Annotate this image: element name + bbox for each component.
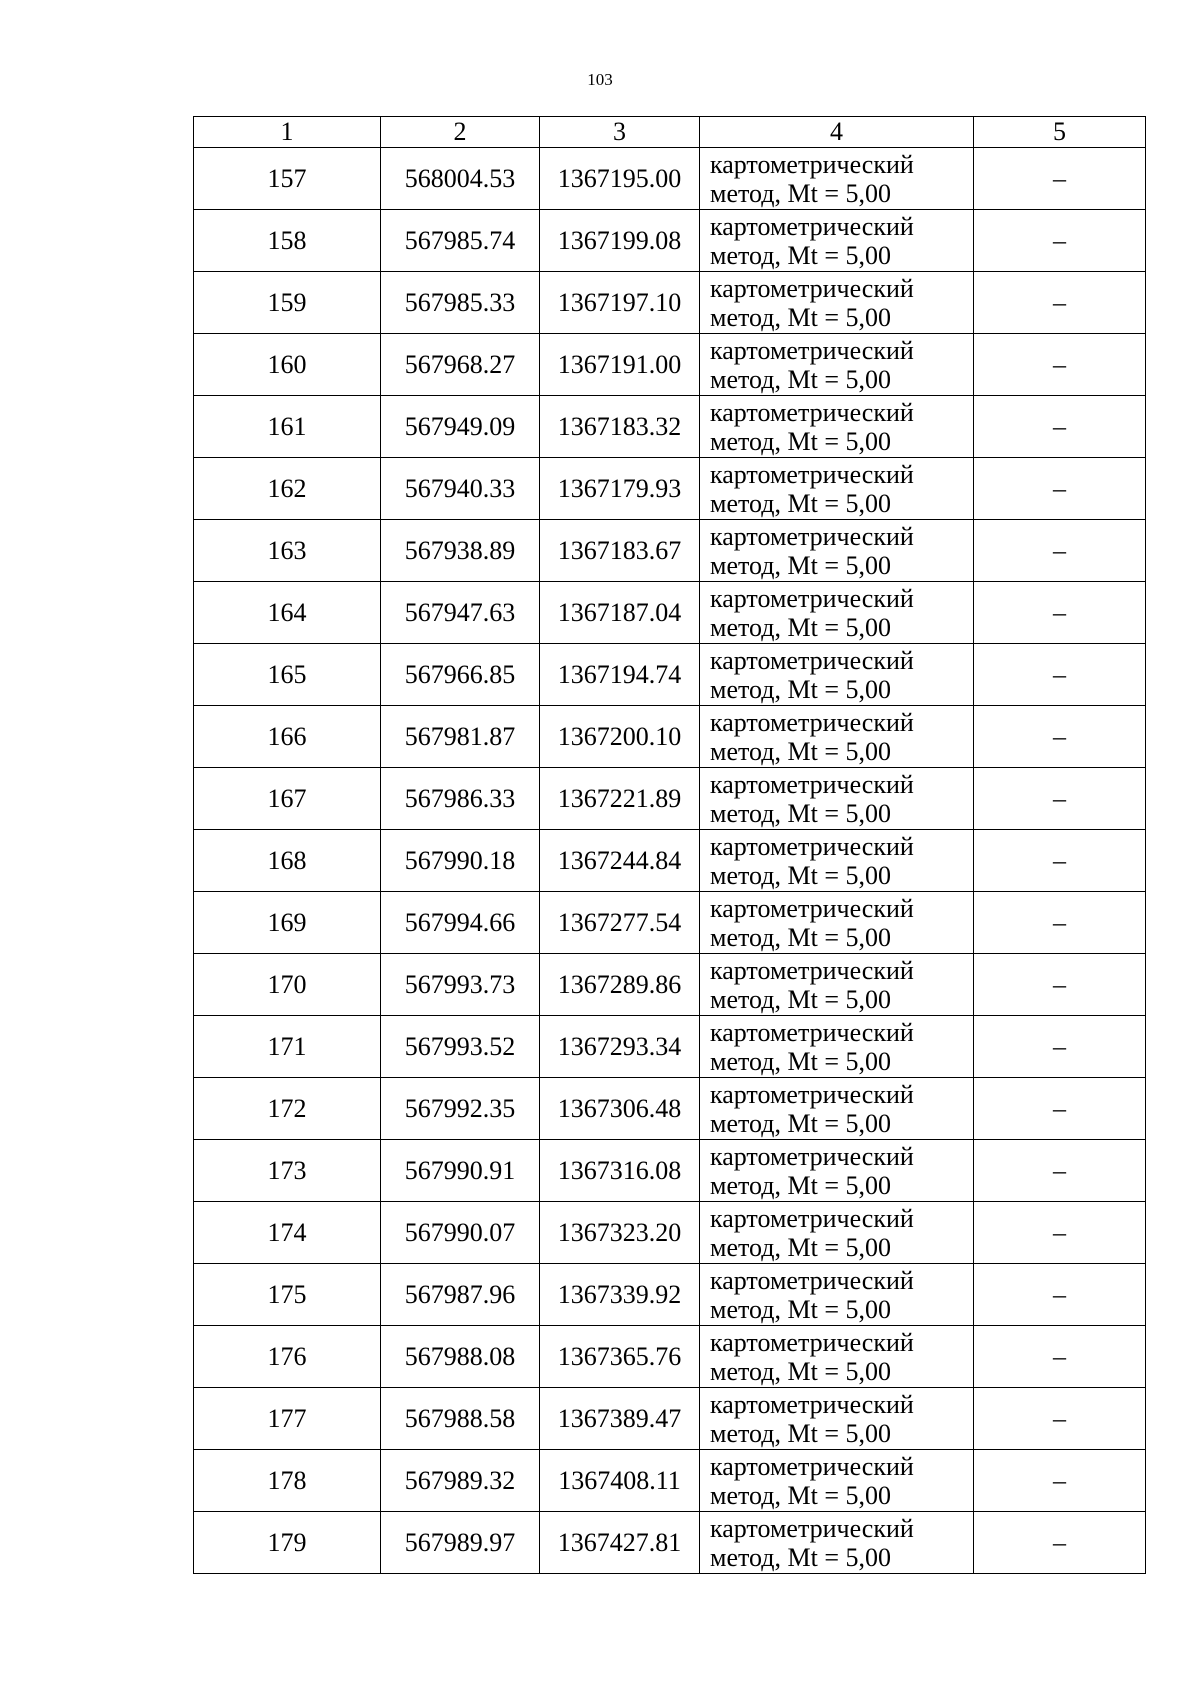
table-row: [194, 334, 1146, 396]
method-cell: [700, 334, 974, 396]
point-number-cell: 166: [194, 706, 381, 768]
method-cell: [700, 1512, 974, 1574]
table-row: [194, 1326, 1146, 1388]
method-name: картометрический: [710, 521, 914, 551]
column-5-cell: –: [974, 458, 1146, 520]
x-coordinate-cell: 567981.87: [381, 706, 540, 768]
method-cell: [700, 582, 974, 644]
method-cell: [700, 1326, 974, 1388]
method-name: картометрический: [710, 645, 914, 675]
x-coordinate-cell: 567949.09: [381, 396, 540, 458]
method-name: картометрический: [710, 1203, 914, 1233]
column-5-cell: –: [974, 520, 1146, 582]
method-accuracy: метод, Mt = 5,00: [710, 1356, 891, 1386]
method-cell: [700, 830, 974, 892]
method-cell: [700, 148, 974, 210]
column-5-cell: –: [974, 1388, 1146, 1450]
y-coordinate-cell: 1367194.74: [540, 644, 700, 706]
method-name: картометрический: [710, 1017, 914, 1047]
method-accuracy: метод, Mt = 5,00: [710, 1294, 891, 1324]
point-number-cell: 175: [194, 1264, 381, 1326]
y-coordinate-cell: 1367183.67: [540, 520, 700, 582]
method-accuracy: метод, Mt = 5,00: [710, 736, 891, 766]
table-row: [194, 1016, 1146, 1078]
x-coordinate-cell: 567988.58: [381, 1388, 540, 1450]
method-cell: [700, 644, 974, 706]
point-number-cell: 165: [194, 644, 381, 706]
x-coordinate-cell: 567986.33: [381, 768, 540, 830]
y-coordinate-cell: 1367289.86: [540, 954, 700, 1016]
column-5-cell: –: [974, 768, 1146, 830]
x-coordinate-cell: 567989.32: [381, 1450, 540, 1512]
x-coordinate-cell: 567990.07: [381, 1202, 540, 1264]
column-header-2: 2: [381, 117, 540, 148]
point-number-cell: 168: [194, 830, 381, 892]
method-cell: [700, 1202, 974, 1264]
column-5-cell: –: [974, 1140, 1146, 1202]
method-accuracy: метод, Mt = 5,00: [710, 984, 891, 1014]
method-name: картометрический: [710, 211, 914, 241]
method-name: картометрический: [710, 955, 914, 985]
column-5-cell: –: [974, 210, 1146, 272]
method-name: картометрический: [710, 149, 914, 179]
table-row: [194, 1450, 1146, 1512]
method-accuracy: метод, Mt = 5,00: [710, 922, 891, 952]
point-number-cell: 160: [194, 334, 381, 396]
point-number-cell: 161: [194, 396, 381, 458]
point-number-cell: 174: [194, 1202, 381, 1264]
x-coordinate-cell: 567989.97: [381, 1512, 540, 1574]
method-cell: [700, 520, 974, 582]
point-number-cell: 164: [194, 582, 381, 644]
y-coordinate-cell: 1367277.54: [540, 892, 700, 954]
point-number-cell: 173: [194, 1140, 381, 1202]
method-accuracy: метод, Mt = 5,00: [710, 1170, 891, 1200]
y-coordinate-cell: 1367187.04: [540, 582, 700, 644]
method-name: картометрический: [710, 1513, 914, 1543]
table-row: [194, 1140, 1146, 1202]
method-accuracy: метод, Mt = 5,00: [710, 1542, 891, 1572]
column-header-4: 4: [700, 117, 974, 148]
column-5-cell: –: [974, 396, 1146, 458]
point-number-cell: 157: [194, 148, 381, 210]
column-5-cell: –: [974, 1326, 1146, 1388]
method-accuracy: метод, Mt = 5,00: [710, 364, 891, 394]
method-cell: [700, 1450, 974, 1512]
table-row: [194, 1078, 1146, 1140]
y-coordinate-cell: 1367200.10: [540, 706, 700, 768]
method-accuracy: метод, Mt = 5,00: [710, 550, 891, 580]
y-coordinate-cell: 1367365.76: [540, 1326, 700, 1388]
method-cell: [700, 954, 974, 1016]
point-number-cell: 163: [194, 520, 381, 582]
table-row: [194, 210, 1146, 272]
table-row: [194, 892, 1146, 954]
x-coordinate-cell: 567966.85: [381, 644, 540, 706]
column-5-cell: –: [974, 954, 1146, 1016]
x-coordinate-cell: 568004.53: [381, 148, 540, 210]
point-number-cell: 159: [194, 272, 381, 334]
method-accuracy: метод, Mt = 5,00: [710, 674, 891, 704]
y-coordinate-cell: 1367293.34: [540, 1016, 700, 1078]
method-accuracy: метод, Mt = 5,00: [710, 488, 891, 518]
point-number-cell: 170: [194, 954, 381, 1016]
method-name: картометрический: [710, 397, 914, 427]
method-cell: [700, 1016, 974, 1078]
method-name: картометрический: [710, 1451, 914, 1481]
method-accuracy: метод, Mt = 5,00: [710, 612, 891, 642]
method-accuracy: метод, Mt = 5,00: [710, 178, 891, 208]
method-accuracy: метод, Mt = 5,00: [710, 1046, 891, 1076]
method-accuracy: метод, Mt = 5,00: [710, 1418, 891, 1448]
table-header-row: [194, 117, 1146, 148]
method-name: картометрический: [710, 893, 914, 923]
method-cell: [700, 1388, 974, 1450]
table-row: [194, 768, 1146, 830]
table-row: [194, 1512, 1146, 1574]
method-cell: [700, 706, 974, 768]
y-coordinate-cell: 1367306.48: [540, 1078, 700, 1140]
method-name: картометрический: [710, 769, 914, 799]
y-coordinate-cell: 1367427.81: [540, 1512, 700, 1574]
method-name: картометрический: [710, 335, 914, 365]
column-5-cell: –: [974, 1202, 1146, 1264]
method-cell: [700, 1078, 974, 1140]
column-5-cell: –: [974, 706, 1146, 768]
method-accuracy: метод, Mt = 5,00: [710, 302, 891, 332]
x-coordinate-cell: 567985.74: [381, 210, 540, 272]
y-coordinate-cell: 1367323.20: [540, 1202, 700, 1264]
column-5-cell: –: [974, 1450, 1146, 1512]
method-name: картометрический: [710, 1389, 914, 1419]
column-header-5: 5: [974, 117, 1146, 148]
column-5-cell: –: [974, 272, 1146, 334]
method-name: картометрический: [710, 583, 914, 613]
y-coordinate-cell: 1367316.08: [540, 1140, 700, 1202]
method-name: картометрический: [710, 459, 914, 489]
method-name: картометрический: [710, 1079, 914, 1109]
point-number-cell: 177: [194, 1388, 381, 1450]
y-coordinate-cell: 1367221.89: [540, 768, 700, 830]
method-accuracy: метод, Mt = 5,00: [710, 1232, 891, 1262]
method-accuracy: метод, Mt = 5,00: [710, 1108, 891, 1138]
method-cell: [700, 768, 974, 830]
table-row: [194, 582, 1146, 644]
y-coordinate-cell: 1367199.08: [540, 210, 700, 272]
table-row: [194, 644, 1146, 706]
column-5-cell: –: [974, 1512, 1146, 1574]
x-coordinate-cell: 567990.91: [381, 1140, 540, 1202]
table-row: [194, 1388, 1146, 1450]
method-accuracy: метод, Mt = 5,00: [710, 860, 891, 890]
method-cell: [700, 210, 974, 272]
y-coordinate-cell: 1367179.93: [540, 458, 700, 520]
x-coordinate-cell: 567968.27: [381, 334, 540, 396]
y-coordinate-cell: 1367195.00: [540, 148, 700, 210]
point-number-cell: 167: [194, 768, 381, 830]
x-coordinate-cell: 567993.52: [381, 1016, 540, 1078]
column-5-cell: –: [974, 830, 1146, 892]
x-coordinate-cell: 567985.33: [381, 272, 540, 334]
method-accuracy: метод, Mt = 5,00: [710, 1480, 891, 1510]
coordinates-table: [193, 116, 1146, 1574]
y-coordinate-cell: 1367244.84: [540, 830, 700, 892]
column-header-3: 3: [540, 117, 700, 148]
method-cell: [700, 1140, 974, 1202]
x-coordinate-cell: 567947.63: [381, 582, 540, 644]
method-name: картометрический: [710, 1265, 914, 1295]
column-5-cell: –: [974, 582, 1146, 644]
y-coordinate-cell: 1367197.10: [540, 272, 700, 334]
x-coordinate-cell: 567992.35: [381, 1078, 540, 1140]
x-coordinate-cell: 567940.33: [381, 458, 540, 520]
method-name: картометрический: [710, 273, 914, 303]
point-number-cell: 162: [194, 458, 381, 520]
method-cell: [700, 458, 974, 520]
table-row: [194, 272, 1146, 334]
method-cell: [700, 396, 974, 458]
x-coordinate-cell: 567990.18: [381, 830, 540, 892]
column-5-cell: –: [974, 1078, 1146, 1140]
table-row: [194, 458, 1146, 520]
column-5-cell: –: [974, 334, 1146, 396]
table-row: [194, 954, 1146, 1016]
y-coordinate-cell: 1367191.00: [540, 334, 700, 396]
method-accuracy: метод, Mt = 5,00: [710, 426, 891, 456]
method-cell: [700, 272, 974, 334]
point-number-cell: 179: [194, 1512, 381, 1574]
table-row: [194, 396, 1146, 458]
x-coordinate-cell: 567993.73: [381, 954, 540, 1016]
table-row: [194, 520, 1146, 582]
y-coordinate-cell: 1367389.47: [540, 1388, 700, 1450]
method-name: картометрический: [710, 707, 914, 737]
x-coordinate-cell: 567988.08: [381, 1326, 540, 1388]
point-number-cell: 171: [194, 1016, 381, 1078]
table-body: [194, 148, 1146, 1574]
page-number: 103: [587, 70, 613, 89]
y-coordinate-cell: 1367339.92: [540, 1264, 700, 1326]
point-number-cell: 178: [194, 1450, 381, 1512]
point-number-cell: 169: [194, 892, 381, 954]
column-5-cell: –: [974, 892, 1146, 954]
method-cell: [700, 1264, 974, 1326]
y-coordinate-cell: 1367183.32: [540, 396, 700, 458]
y-coordinate-cell: 1367408.11: [540, 1450, 700, 1512]
table-row: [194, 830, 1146, 892]
method-name: картометрический: [710, 831, 914, 861]
method-accuracy: метод, Mt = 5,00: [710, 798, 891, 828]
point-number-cell: 172: [194, 1078, 381, 1140]
point-number-cell: 176: [194, 1326, 381, 1388]
method-name: картометрический: [710, 1141, 914, 1171]
x-coordinate-cell: 567994.66: [381, 892, 540, 954]
column-header-1: 1: [194, 117, 381, 148]
column-5-cell: –: [974, 644, 1146, 706]
method-name: картометрический: [710, 1327, 914, 1357]
table-row: [194, 706, 1146, 768]
table-row: [194, 1202, 1146, 1264]
table-row: [194, 148, 1146, 210]
method-accuracy: метод, Mt = 5,00: [710, 240, 891, 270]
column-5-cell: –: [974, 1016, 1146, 1078]
method-cell: [700, 892, 974, 954]
point-number-cell: 158: [194, 210, 381, 272]
x-coordinate-cell: 567987.96: [381, 1264, 540, 1326]
x-coordinate-cell: 567938.89: [381, 520, 540, 582]
column-5-cell: –: [974, 1264, 1146, 1326]
table-row: [194, 1264, 1146, 1326]
column-5-cell: –: [974, 148, 1146, 210]
